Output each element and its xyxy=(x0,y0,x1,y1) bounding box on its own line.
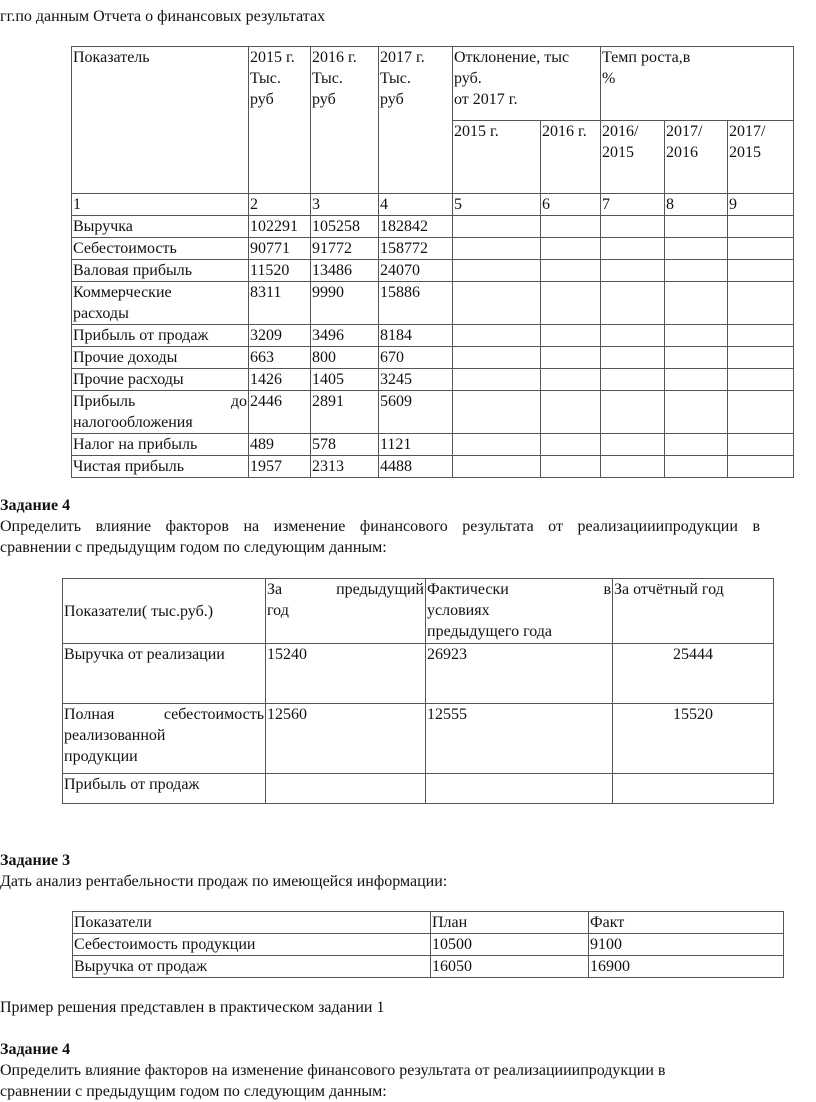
value-report: 15520 xyxy=(613,704,774,774)
empty-cell xyxy=(601,456,665,478)
col-num: 3 xyxy=(311,194,379,216)
value-2016: 3496 xyxy=(311,325,379,347)
value-2017: 182842 xyxy=(379,216,453,238)
value-actual xyxy=(426,774,613,804)
empty-cell xyxy=(728,456,794,478)
empty-cell xyxy=(601,282,665,325)
table-row xyxy=(73,934,784,956)
table-row xyxy=(63,644,774,704)
empty-cell xyxy=(453,325,541,347)
empty-cell xyxy=(665,216,728,238)
value-prev xyxy=(266,774,426,804)
empty-cell xyxy=(541,434,601,456)
empty-cell xyxy=(665,238,728,260)
value-2017: 1121 xyxy=(379,434,453,456)
header-2015: 2015 г. Тыс. руб xyxy=(249,47,311,194)
value-2017: 5609 xyxy=(379,391,453,434)
header-deviation-2015: 2015 г. xyxy=(453,121,541,194)
empty-cell xyxy=(453,238,541,260)
header-indicator: Показатель xyxy=(72,47,249,194)
row-label: Прибыль до налогообложения xyxy=(72,391,249,434)
column-numbers-row xyxy=(72,194,794,216)
value-2016: 105258 xyxy=(311,216,379,238)
header-2017: 2017 г. Тыс. руб xyxy=(379,47,453,194)
empty-cell xyxy=(665,325,728,347)
row-label: Коммерческие расходы xyxy=(72,282,249,325)
value-2015: 3209 xyxy=(249,325,311,347)
row-label: Прибыль от продаж xyxy=(72,325,249,347)
value-2016: 91772 xyxy=(311,238,379,260)
empty-cell xyxy=(541,391,601,434)
value-2015: 11520 xyxy=(249,260,311,282)
empty-cell xyxy=(541,282,601,325)
value-actual: 26923 xyxy=(426,644,613,704)
empty-cell xyxy=(453,282,541,325)
empty-cell xyxy=(665,434,728,456)
value-2016: 1405 xyxy=(311,369,379,391)
empty-cell xyxy=(665,347,728,369)
empty-cell xyxy=(453,260,541,282)
task-4-text-line2: сравнении с предыдущим годом по следующим данным: xyxy=(0,539,387,556)
header-growth-2017-2016: 2017/ 2016 xyxy=(665,121,728,194)
table-row xyxy=(72,325,794,347)
header-growth-rate: Темп роста,в % xyxy=(601,47,794,121)
value-report xyxy=(613,774,774,804)
empty-cell xyxy=(541,369,601,391)
empty-cell xyxy=(541,260,601,282)
table-row xyxy=(63,704,774,774)
table-row xyxy=(72,260,794,282)
header-2016: 2016 г. Тыс. руб xyxy=(311,47,379,194)
row-label: Полная себестоимость реализованной продукции xyxy=(63,704,266,774)
table-row xyxy=(72,347,794,369)
row-label: Налог на прибыль xyxy=(72,434,249,456)
header-deviation: Отклонение, тыс руб. от 2017 г. xyxy=(453,47,601,121)
value-fact: 16900 xyxy=(589,956,784,978)
col-num: 1 xyxy=(72,194,249,216)
header-growth-2017-2015: 2017/ 2015 xyxy=(728,121,794,194)
task-4-repeat-text-line2: сравнении с предыдущим годом по следующим данным: xyxy=(0,1083,387,1100)
col-num: 8 xyxy=(665,194,728,216)
header-report-year: За отчётный год xyxy=(613,579,774,644)
col-num: 5 xyxy=(453,194,541,216)
table-row xyxy=(72,238,794,260)
row-label: Себестоимость xyxy=(72,238,249,260)
value-2017: 158772 xyxy=(379,238,453,260)
factor-analysis-table xyxy=(62,578,774,804)
row-label: Валовая прибыль xyxy=(72,260,249,282)
empty-cell xyxy=(601,434,665,456)
empty-cell xyxy=(601,260,665,282)
empty-cell xyxy=(665,260,728,282)
empty-cell xyxy=(728,434,794,456)
table-row xyxy=(72,216,794,238)
value-prev: 12560 xyxy=(266,704,426,774)
value-report: 25444 xyxy=(613,644,774,704)
task-4-title: Задание 4 xyxy=(0,497,71,514)
table-row xyxy=(72,282,794,325)
value-2015: 90771 xyxy=(249,238,311,260)
header-growth-2016-2015: 2016/ 2015 xyxy=(601,121,665,194)
row-label: Чистая прибыль xyxy=(72,456,249,478)
financial-results-table xyxy=(71,46,794,478)
col-num: 6 xyxy=(541,194,601,216)
task-3-title: Задание 3 xyxy=(0,852,71,869)
table-header-row xyxy=(73,912,784,934)
value-2016: 2313 xyxy=(311,456,379,478)
empty-cell xyxy=(728,325,794,347)
header-plan: План xyxy=(431,912,589,934)
value-2017: 670 xyxy=(379,347,453,369)
empty-cell xyxy=(665,391,728,434)
empty-cell xyxy=(453,369,541,391)
value-2015: 1426 xyxy=(249,369,311,391)
header-fact: Факт xyxy=(589,912,784,934)
empty-cell xyxy=(665,456,728,478)
header-indicators: Показатели( тыс.руб.) xyxy=(63,579,266,644)
row-label: Прибыль от продаж xyxy=(63,774,266,804)
value-prev: 15240 xyxy=(266,644,426,704)
empty-cell xyxy=(453,216,541,238)
value-2015: 489 xyxy=(249,434,311,456)
value-plan: 10500 xyxy=(431,934,589,956)
empty-cell xyxy=(541,456,601,478)
value-2015: 1957 xyxy=(249,456,311,478)
empty-cell xyxy=(453,347,541,369)
empty-cell xyxy=(453,434,541,456)
empty-cell xyxy=(601,238,665,260)
col-num: 7 xyxy=(601,194,665,216)
table-row xyxy=(72,369,794,391)
col-num: 2 xyxy=(249,194,311,216)
empty-cell xyxy=(665,282,728,325)
row-label: Прочие доходы xyxy=(72,347,249,369)
empty-cell xyxy=(601,369,665,391)
example-note: Пример решения представлен в практическом задании 1 xyxy=(0,999,385,1016)
empty-cell xyxy=(601,347,665,369)
empty-cell xyxy=(453,391,541,434)
task-4-repeat-text-line1: Определить влияние факторов на изменение финансового результата от реализацииипродукции в xyxy=(0,1062,666,1079)
value-2016: 578 xyxy=(311,434,379,456)
value-2015: 2446 xyxy=(249,391,311,434)
col-num: 4 xyxy=(379,194,453,216)
value-2016: 800 xyxy=(311,347,379,369)
value-fact: 9100 xyxy=(589,934,784,956)
value-2016: 13486 xyxy=(311,260,379,282)
task-3-text: Дать анализ рентабельности продаж по имеющейся информации: xyxy=(0,873,448,890)
value-actual: 12555 xyxy=(426,704,613,774)
table-row xyxy=(72,391,794,434)
value-plan: 16050 xyxy=(431,956,589,978)
empty-cell xyxy=(541,216,601,238)
row-label: Выручка xyxy=(72,216,249,238)
empty-cell xyxy=(728,391,794,434)
empty-cell xyxy=(541,238,601,260)
empty-cell xyxy=(728,238,794,260)
table-row xyxy=(72,456,794,478)
value-2017: 3245 xyxy=(379,369,453,391)
empty-cell xyxy=(665,369,728,391)
task-4-title-repeat: Задание 4 xyxy=(0,1041,71,1058)
col-num: 9 xyxy=(728,194,794,216)
task-4-text-line1: Определить влияние факторов на изменение финансового результата от реализацииипродукции в xyxy=(0,518,760,535)
profitability-table xyxy=(72,911,784,978)
value-2017: 15886 xyxy=(379,282,453,325)
empty-cell xyxy=(601,325,665,347)
empty-cell xyxy=(601,391,665,434)
header-indicators: Показатели xyxy=(73,912,431,934)
value-2016: 2891 xyxy=(311,391,379,434)
empty-cell xyxy=(728,216,794,238)
value-2016: 9990 xyxy=(311,282,379,325)
empty-cell xyxy=(601,216,665,238)
value-2017: 4488 xyxy=(379,456,453,478)
value-2017: 24070 xyxy=(379,260,453,282)
value-2015: 8311 xyxy=(249,282,311,325)
empty-cell xyxy=(453,456,541,478)
row-label: Прочие расходы xyxy=(72,369,249,391)
empty-cell xyxy=(728,260,794,282)
row-label: Выручка от реализации xyxy=(63,644,266,704)
table-row xyxy=(63,774,774,804)
table-row xyxy=(73,956,784,978)
value-2015: 663 xyxy=(249,347,311,369)
empty-cell xyxy=(728,282,794,325)
intro-line: гг.по данным Отчета о финансовых результатах xyxy=(0,8,326,25)
empty-cell xyxy=(728,369,794,391)
empty-cell xyxy=(541,347,601,369)
value-2015: 102291 xyxy=(249,216,311,238)
header-deviation-2016: 2016 г. xyxy=(541,121,601,194)
table-row xyxy=(72,434,794,456)
row-label: Себестоимость продукции xyxy=(73,934,431,956)
empty-cell xyxy=(728,347,794,369)
value-2017: 8184 xyxy=(379,325,453,347)
row-label: Выручка от продаж xyxy=(73,956,431,978)
empty-cell xyxy=(541,325,601,347)
header-actual-prev-conditions: Фактически в условиях предыдущего года xyxy=(426,579,613,644)
header-prev-year: За предыдущий год xyxy=(266,579,426,644)
